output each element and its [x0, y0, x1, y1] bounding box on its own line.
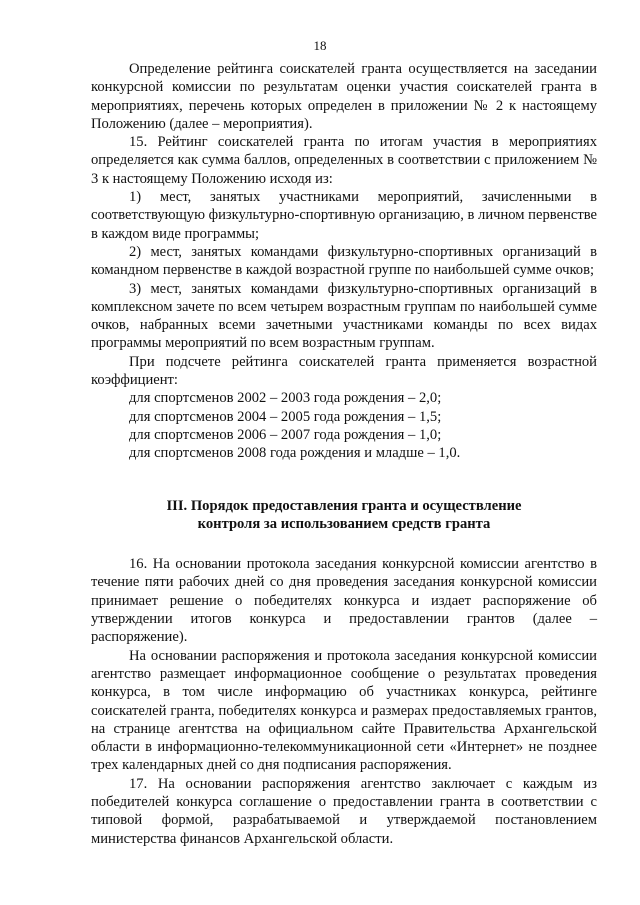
page-number: 18 [313, 38, 327, 53]
paragraph-age-coefficient: При подсчете рейтинга соискателей гранта применяется возрастной коэффициент: [91, 353, 597, 389]
list-item-3: 3) мест, занятых командами физкультурно-спортивных организаций в комплексном зачете по всем четырем возрастным группам по наибольшей сумме очков, набранных всеми зачетными участниками команды по всех видах программы мероприятий по всем возрастным группам. [91, 280, 597, 352]
section-heading [91, 497, 597, 534]
coefficient-line: для спортсменов 2004 – 2005 года рождения – 1,5; [129, 408, 442, 425]
section-heading-line2: контроля за использованием средств гранта [197, 515, 491, 532]
paragraph-17: 17. На основании распоряжения агентство заключает с каждым из победителей конкурса соглашение о предоставлении гранта в соответствии с типовой формой, разрабатываемой и утверждаемой постановлением министерства финансов Архангельской области. [91, 775, 597, 847]
paragraph-publication: На основании распоряжения и протокола заседания конкурсной комиссии агентство размещает информационное сообщение о результатах проведения конкурса, в том числе информацию об участниках конкурса, рейтинге соискателей гранта, победителях конкурса и размерах предоставляемых грантов, на странице агентства на официальном сайте Правительства Архангельской области в информационно-телекоммуникационной сети «Интернет» не позднее трех календарных дней со дня подписания распоряжения. [91, 647, 597, 774]
coefficient-line: для спортсменов 2002 – 2003 года рождения – 2,0; [129, 390, 442, 407]
document-body [91, 60, 597, 848]
list-item-1: 1) мест, занятых участниками мероприятий, зачисленными в соответствующую физкультурно-спортивную организацию, в личном первенстве в каждом виде программы; [91, 189, 597, 242]
section-heading-line1: III. Порядок предоставления гранта и осуществление [166, 497, 522, 514]
list-item-2: 2) мест, занятых командами физкультурно-спортивных организаций в командном первенстве в каждой возрастной группе по наибольшей сумме очков; [91, 243, 597, 279]
coefficient-line: для спортсменов 2006 – 2007 года рождения – 1,0; [129, 426, 442, 443]
coefficient-line: для спортсменов 2008 года рождения и младше – 1,0. [129, 445, 461, 462]
paragraph-16: 16. На основании протокола заседания конкурсной комиссии агентство в течение пяти рабочих дней со дня проведения заседания конкурсной комиссии принимает решение о победителях конкурса и издает распоряжение об утверждении итогов конкурса и предоставлении грантов (далее – распоряжение). [91, 556, 597, 646]
paragraph-15: 15. Рейтинг соискателей гранта по итогам участия в мероприятиях определяется как сумма баллов, определенных в соответствии с приложением № 3 к настоящему Положению исходя из: [91, 134, 597, 187]
paragraph-rating-definition: Определение рейтинга соискателей гранта осуществляется на заседании конкурсной комиссии по результатам оценки участия соискателей гранта в мероприятиях, перечень которых определен в приложении № 2 к настоящему Положению (далее – мероприятия). [91, 61, 597, 132]
